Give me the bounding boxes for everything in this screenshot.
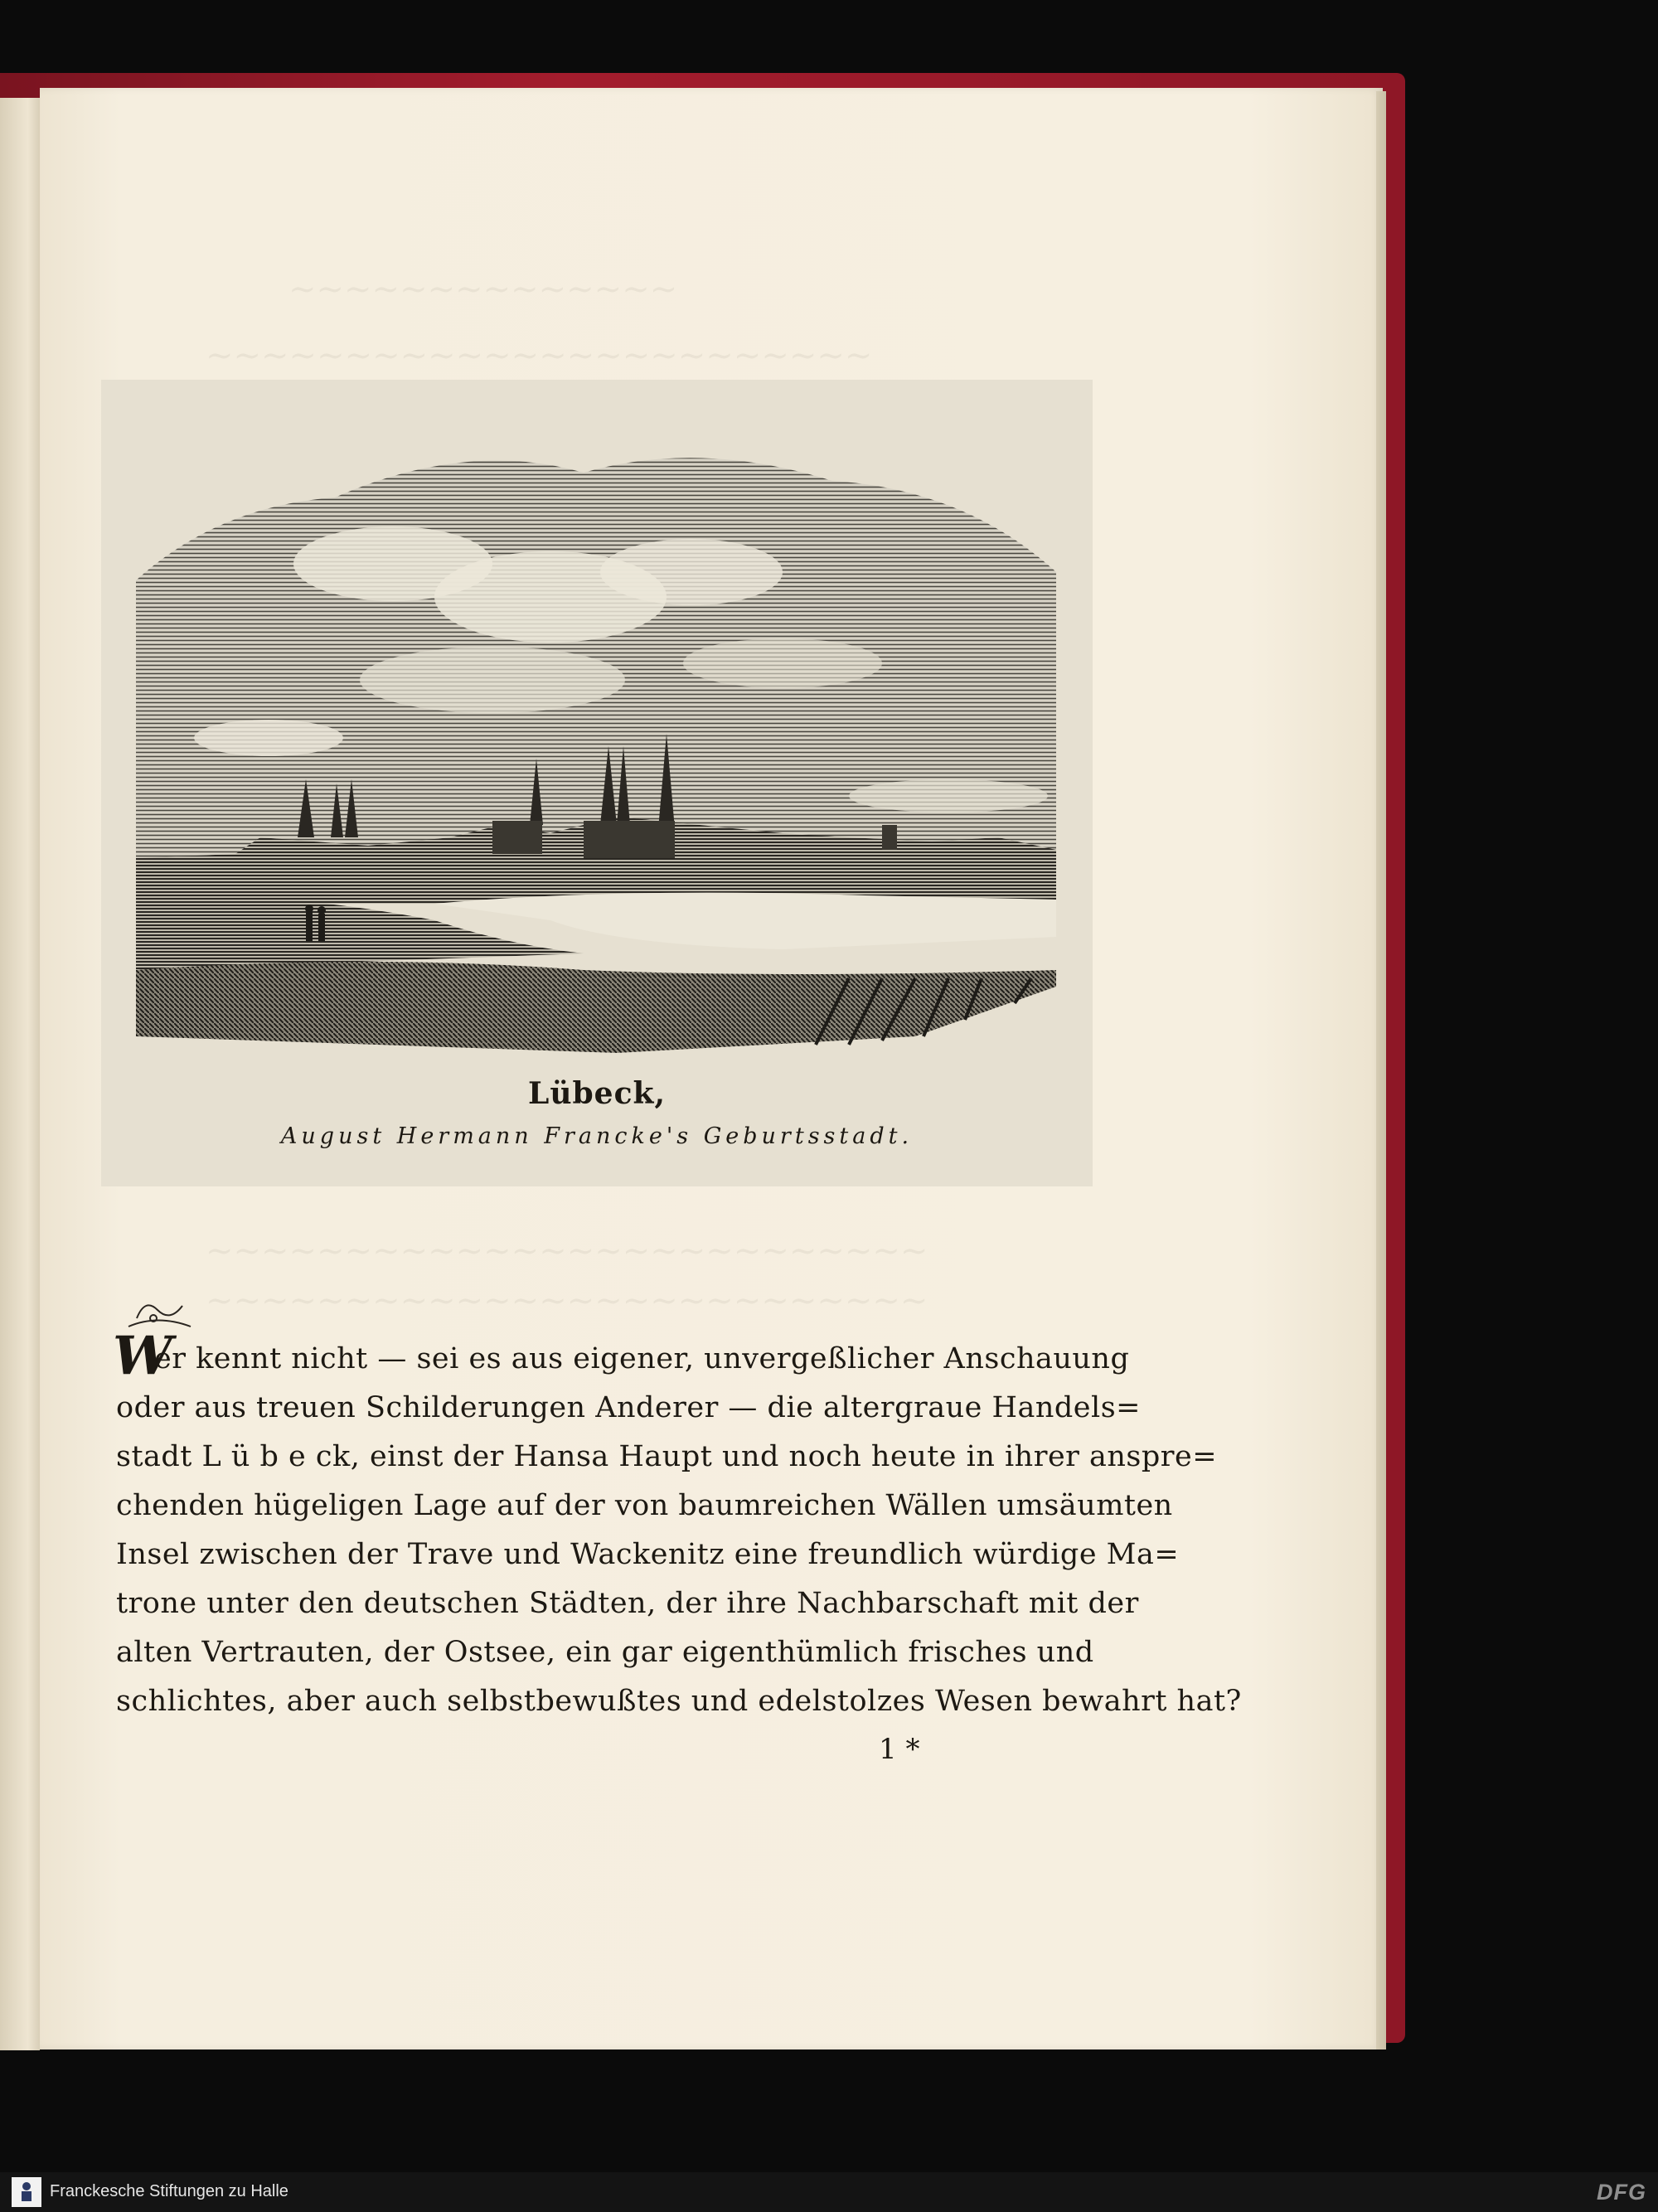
text-line: alten Vertrauten, der Ostsee, ein gar eigenthümlich frisches und — [116, 1636, 1094, 1669]
text-line: schlichtes, aber auch selbstbewußtes und edelstolzes Wesen bewahrt hat? — [116, 1685, 1242, 1718]
text-line: stadt L ü b e ck, einst der Hansa Haupt und noch heute in ihrer anspre= — [116, 1440, 1218, 1473]
body-paragraph — [113, 1325, 1242, 1726]
signature-mark: 1 * — [879, 1733, 920, 1766]
institution-name[interactable]: Franckesche Stiftungen zu Halle — [50, 2182, 288, 2200]
text-line: er kennt nicht — sei es aus eigener, unvergeßlicher Anschauung — [154, 1342, 1130, 1375]
text-line: trone unter den deutschen Städten, der ihre Nachbarschaft mit der — [116, 1587, 1139, 1620]
show-through-text: ∼∼∼∼∼∼∼∼∼∼∼∼∼∼∼∼∼∼∼∼∼∼∼∼∼∼ — [206, 1232, 928, 1270]
dropcap-letter: W — [113, 1325, 172, 1387]
illustration-title: Lübeck, — [528, 1076, 666, 1111]
left-page-edge — [0, 98, 40, 2050]
engraving-illustration — [101, 380, 1093, 1186]
dfg-logo[interactable]: DFG — [1597, 2180, 1646, 2205]
show-through-text: ∼∼∼∼∼∼∼∼∼∼∼∼∼∼∼∼∼∼∼∼∼∼∼∼ — [206, 337, 873, 375]
show-through-text: ∼∼∼∼∼∼∼∼∼∼∼∼∼∼∼∼∼∼∼∼∼∼∼∼∼∼ — [206, 1282, 928, 1320]
text-line: Insel zwischen der Trave und Wackenitz eine freundlich würdige Ma= — [116, 1538, 1180, 1571]
figure-logo-icon — [12, 2177, 41, 2207]
illustration-subtitle: August Hermann Francke's Geburtsstadt. — [280, 1123, 914, 1149]
viewer-footer — [0, 2172, 1658, 2212]
lubeck-engraving — [119, 406, 1073, 1053]
institution-logo-icon[interactable] — [12, 2177, 41, 2207]
page-fore-edge — [1376, 91, 1386, 2049]
show-through-text: ∼∼∼∼∼∼∼∼∼∼∼∼∼∼ — [288, 270, 678, 308]
text-line: chenden hügeligen Lage auf der von baumreichen Wällen umsäumten — [116, 1489, 1173, 1522]
text-line: oder aus treuen Schilderungen Anderer — die altergraue Handels= — [116, 1391, 1141, 1424]
